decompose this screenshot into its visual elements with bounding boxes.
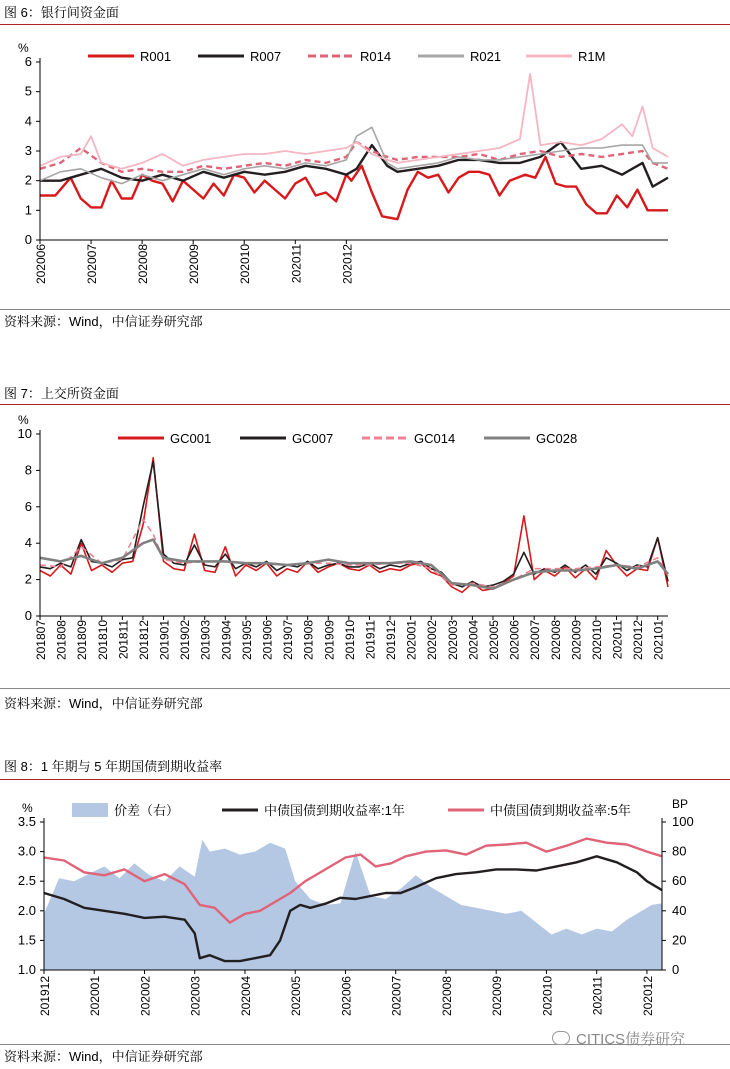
figure-7-source: 资料来源：Wind，中信证券研究部 [4, 696, 203, 711]
x-tick-label: 202002 [138, 976, 153, 1017]
y-axis-unit: % [22, 801, 33, 815]
x-tick-label: 202101 [651, 620, 666, 661]
x-tick-label: 202011 [289, 244, 304, 284]
y-right-tick-label: 80 [672, 843, 687, 859]
y-tick-label: 3.5 [17, 814, 36, 829]
y-tick-label: 2.0 [17, 902, 36, 918]
x-tick-label: 202012 [640, 976, 655, 1017]
x-tick-label: 202010 [238, 244, 253, 285]
figure-6-title: 图 6：银行间资金面 [4, 5, 119, 20]
y-tick-label: 0 [24, 608, 32, 623]
x-tick-label: 201912 [38, 976, 52, 1017]
figure-6-top-rule [0, 24, 730, 25]
figure-6-source: 资料来源：Wind，中信证券研究部 [4, 314, 203, 329]
x-tick-label: 202008 [439, 976, 454, 1017]
x-tick-label: 202012 [631, 620, 646, 661]
figure-8-title: 图 8：1 年期与 5 年期国债到期收益率 [4, 759, 223, 774]
watermark-text: CITICS债券研究 [576, 1031, 686, 1048]
x-tick-label: 201907 [281, 620, 296, 661]
x-tick-label: 201905 [239, 620, 254, 661]
y-tick-label: 3 [24, 143, 32, 158]
x-tick-label: 202001 [404, 620, 419, 661]
legend-label: GC007 [292, 431, 334, 446]
x-tick-label: 202007 [528, 620, 543, 661]
x-tick-label: 202008 [136, 244, 151, 285]
legend-label: 中债国债到期收益率:1年 [264, 803, 405, 818]
legend-label: R007 [250, 49, 282, 64]
y-tick-label: 10 [17, 426, 32, 441]
wechat-icon [552, 1031, 570, 1045]
legend-label: R001 [140, 49, 172, 64]
x-tick-label: 201807 [34, 620, 48, 661]
x-tick-label: 202007 [389, 976, 404, 1017]
legend-label: R021 [470, 49, 502, 64]
x-tick-label: 202010 [540, 976, 555, 1017]
series-r001-line [40, 157, 668, 219]
x-tick-label: 202011 [590, 976, 605, 1016]
x-tick-label: 201810 [95, 620, 110, 661]
x-tick-label: 202004 [466, 620, 481, 661]
x-tick-label: 202005 [289, 976, 304, 1017]
x-tick-label: 202009 [490, 976, 505, 1017]
y-tick-label: 4 [24, 113, 32, 129]
legend-label: GC014 [414, 431, 456, 446]
x-tick-label: 202012 [340, 244, 355, 285]
legend-label: 价差（右） [114, 803, 180, 818]
y-tick-label: 2 [24, 571, 32, 587]
x-tick-label: 201808 [54, 620, 69, 661]
y-right-tick-label: 40 [672, 902, 687, 918]
x-tick-label: 201901 [157, 620, 172, 661]
x-tick-label: 202008 [548, 620, 563, 661]
x-tick-label: 201904 [219, 620, 234, 661]
figure-8-top-rule [0, 779, 730, 780]
y-right-tick-label: 0 [672, 962, 680, 977]
y-axis-unit: % [18, 41, 29, 55]
watermark [552, 1028, 685, 1049]
x-tick-label: 202006 [34, 244, 48, 285]
x-tick-label: 201809 [75, 620, 90, 661]
figure-7-title: 图 7：上交所资金面 [4, 386, 119, 401]
y-tick-label: 3.0 [17, 843, 36, 859]
x-tick-label: 202009 [187, 244, 202, 285]
y-tick-label: 4 [24, 535, 32, 551]
series-r014-line [40, 142, 668, 172]
x-tick-label: 202002 [425, 620, 440, 661]
x-tick-label: 201910 [342, 620, 357, 661]
y-tick-label: 1.5 [17, 932, 36, 948]
y-right-tick-label: 100 [672, 814, 694, 829]
y-tick-label: 1.0 [17, 962, 36, 977]
chart-6-interbank-rates [0, 30, 730, 315]
x-tick-label: 201902 [178, 620, 193, 661]
legend-label: R1M [578, 49, 606, 64]
x-tick-label: 202004 [238, 976, 253, 1017]
x-tick-label: 202009 [569, 620, 584, 661]
x-tick-label: 201912 [384, 620, 399, 661]
y-axis-unit: % [18, 413, 29, 427]
x-tick-label: 201811 [116, 620, 131, 660]
y-tick-label: 0 [24, 232, 32, 247]
legend-label: R014 [360, 49, 392, 64]
x-tick-label: 202007 [85, 244, 100, 285]
series-gc007-line [40, 461, 668, 587]
x-tick-label: 202010 [589, 620, 604, 661]
legend-label: GC001 [170, 431, 212, 446]
y-tick-label: 1 [24, 202, 32, 218]
x-tick-label: 201812 [136, 620, 151, 661]
chart-7-exchange-rates [0, 410, 730, 688]
x-tick-label: 202001 [88, 976, 103, 1017]
chart-8-treasury-yields [0, 784, 730, 1046]
x-tick-label: 201908 [301, 620, 316, 661]
series-spread-area [44, 840, 662, 970]
x-tick-label: 202005 [486, 620, 501, 661]
x-tick-label: 201903 [198, 620, 213, 661]
legend-swatch-area [72, 803, 108, 817]
x-tick-label: 201911 [363, 620, 378, 660]
y-right-tick-label: 60 [672, 873, 687, 889]
x-tick-label: 201909 [322, 620, 337, 661]
figure-7-bottom-rule [0, 688, 730, 689]
y-right-axis-unit: BP [672, 797, 689, 811]
x-tick-label: 201906 [260, 620, 275, 661]
x-tick-label: 202006 [339, 976, 354, 1017]
x-tick-label: 202003 [445, 620, 460, 661]
x-tick-label: 202011 [610, 620, 625, 660]
x-tick-label: 202006 [507, 620, 522, 661]
x-tick-label: 202003 [188, 976, 203, 1017]
y-tick-label: 2 [24, 172, 32, 188]
y-tick-label: 8 [24, 462, 32, 478]
y-tick-label: 6 [24, 498, 32, 514]
y-tick-label: 5 [24, 83, 32, 99]
figure-7-top-rule [0, 404, 730, 405]
y-tick-label: 6 [24, 54, 32, 69]
legend-label: GC028 [536, 431, 578, 446]
figure-6-bottom-rule [0, 309, 730, 310]
legend-label: 中债国债到期收益率:5年 [490, 803, 631, 818]
y-tick-label: 2.5 [17, 873, 36, 889]
y-right-tick-label: 20 [672, 932, 687, 948]
figure-8-source: 资料来源：Wind，中信证券研究部 [4, 1049, 203, 1064]
